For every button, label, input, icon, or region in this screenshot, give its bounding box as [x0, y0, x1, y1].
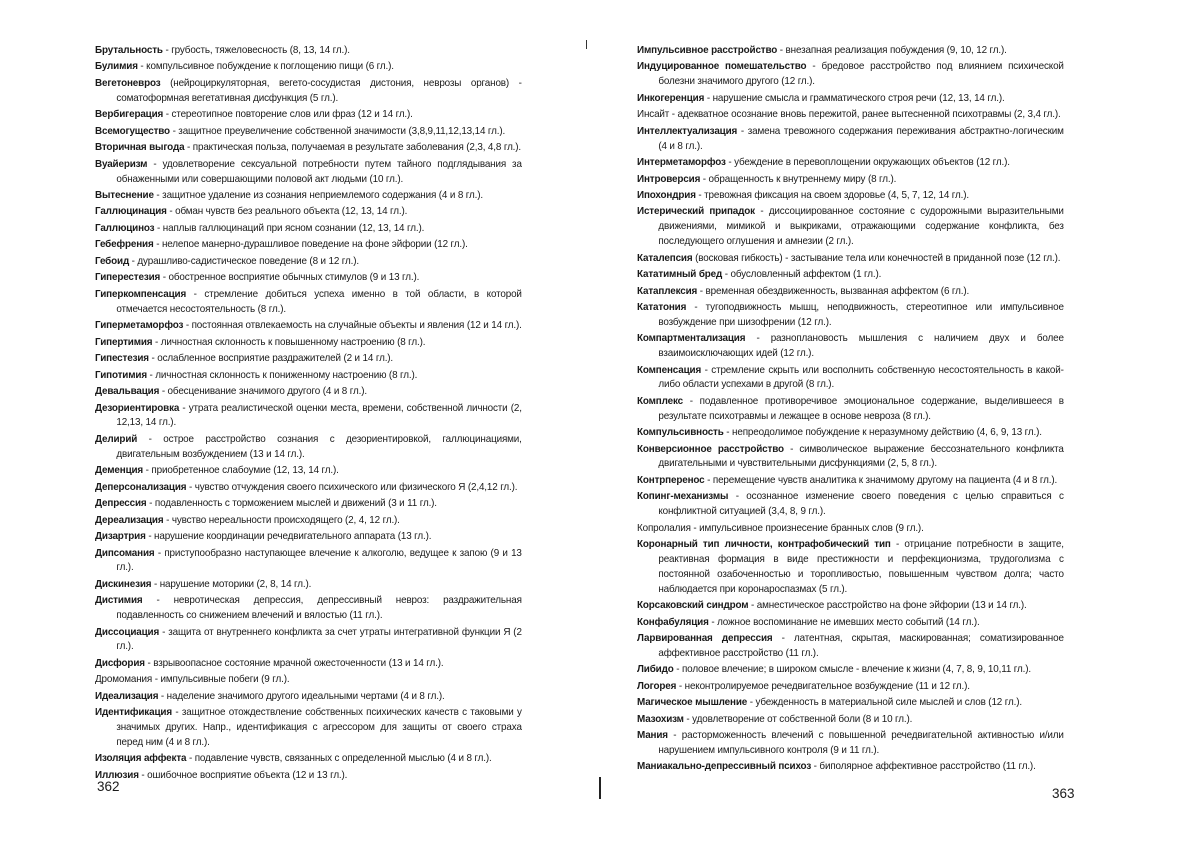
glossary-definition: - подавленное противоречивое эмоциональное содержание, выделившееся в результате психотравмы и лежащее в основе невроза (8 гл.).	[658, 395, 1064, 422]
glossary-entry	[637, 538, 1064, 597]
glossary-definition: - дурашливо-садистическое поведение (8 и 12 гл.).	[129, 255, 360, 267]
glossary-entry	[637, 189, 1064, 204]
glossary-definition: - личностная склонность к повышенному настроению (8 гл.).	[152, 336, 426, 348]
glossary-entry	[95, 336, 522, 351]
glossary-entry	[95, 594, 522, 624]
glossary-definition: - удовлетворение сексуальной потребности путем тайного подглядывания за обнаженными или совершающими половой акт людьми (10 гл.).	[116, 158, 522, 185]
glossary-definition: - внезапная реализация побуждения (9, 10, 12 гл.).	[777, 45, 1007, 56]
glossary-definition: - приступообразно наступающее влечение к алкоголю, ведущее к запою (9 и 13 гл.).	[116, 547, 522, 574]
glossary-entry	[637, 696, 1064, 711]
glossary-entry	[95, 385, 522, 400]
glossary-term: Мания	[637, 730, 668, 742]
glossary-entry	[637, 663, 1064, 678]
glossary-term: Импульсивное расстройство	[637, 45, 778, 56]
glossary-definition: - нарушение координации речедвигательного аппарата (13 гл.).	[145, 531, 432, 543]
glossary-term: Дисфория	[95, 657, 145, 669]
glossary-entry	[95, 255, 522, 270]
glossary-definition: (восковая гибкость) - застывание тела или конечностей в приданной позе (12 гл.).	[692, 252, 1061, 264]
glossary-entry	[637, 125, 1064, 155]
glossary-definition: Дромомания - импульсивные побеги (9 гл.).	[95, 674, 290, 686]
glossary-definition: - осознанное изменение своего поведения с целью справиться с конфликтной ситуацией (3,4, 8, 9 гл.).	[658, 491, 1064, 518]
glossary-entry	[95, 369, 522, 384]
glossary-definition: - компульсивное побуждение к поглощению пищи (6 гл.).	[137, 61, 394, 73]
glossary-definition: - перемещение чувств аналитика к значимому другому на пациента (4 и 8 гл.).	[704, 474, 1058, 486]
glossary-definition: - амнестическое расстройство на фоне эйфории (13 и 14 гл.).	[748, 600, 1027, 612]
glossary-entry	[95, 402, 522, 432]
glossary-term: Интроверсия	[637, 173, 701, 185]
glossary-entry	[637, 599, 1064, 614]
glossary-definition: - разноплановость мышления с наличием двух и более взаимоисключающих идей (12 гл.).	[658, 333, 1064, 360]
spine-mark-bottom	[599, 777, 601, 799]
glossary-entry	[637, 44, 1064, 59]
glossary-term: Комплекс	[637, 395, 684, 407]
glossary-definition: - личностная склонность к пониженному настроению (8 гл.).	[146, 369, 418, 381]
glossary-term: Гипертимия	[95, 336, 153, 348]
glossary-definition: - убежденность в материальной силе мыслей и слов (12 гл.).	[747, 697, 1022, 709]
spine-mark-top	[586, 40, 587, 49]
glossary-definition: - взрывоопасное состояние мрачной ожесточенности (13 и 14 гл.).	[144, 657, 444, 669]
glossary-entry	[95, 706, 522, 750]
glossary-definition: - наплыв галлюцинаций при ясном сознании (12, 13, 14 гл.).	[154, 222, 425, 234]
glossary-entry	[95, 352, 522, 367]
glossary-term: Гипотимия	[95, 369, 147, 381]
glossary-definition: - обесценивание значимого другого (4 и 8 гл.).	[159, 386, 367, 398]
glossary-term: Кататимный бред	[637, 269, 723, 281]
glossary-definition: - бредовое расстройство под влиянием психической болезни значимого другого (12 гл.).	[658, 61, 1064, 88]
glossary-definition: - ослабленное восприятие раздражителей (2 и 14 гл.).	[148, 353, 394, 365]
glossary-term: Изоляция аффекта	[95, 753, 187, 765]
glossary-term: Булимия	[95, 61, 138, 73]
page-number-right: 363	[1052, 786, 1075, 801]
glossary-term: Гиперестезия	[95, 272, 161, 284]
glossary-entry	[637, 680, 1064, 695]
glossary-definition: - чувство отчуждения своего психического или физического Я (2,4,12 гл.).	[186, 481, 518, 493]
glossary-term: Всемогущество	[95, 125, 170, 137]
glossary-entry	[95, 288, 522, 318]
glossary-term: Идентификация	[95, 707, 172, 719]
glossary-definition: - практическая польза, получаемая в результате заболевания (2,3, 4,8 гл.).	[184, 142, 522, 154]
glossary-entry	[95, 60, 522, 75]
glossary-definition: - обман чувств без реального объекта (12, 13, 14 гл.).	[166, 206, 408, 218]
glossary-definition: - защитное отождествление собственных психических качеств с таковыми у значимых других. Напр., идентификация с агрессором для защиты от своего страха перед ним (4 и 8 гл.).	[116, 707, 522, 748]
glossary-definition: - нелепое манерно-дурашливое поведение на фоне эйфории (12 гл.).	[153, 239, 468, 251]
glossary-entry	[95, 158, 522, 188]
glossary-definition: - отрицание потребности в защите, реактивная формация в виде престижности и перфекционизма, трудоголизма с постоянной озабоченностью и торопливостью, повышенным чувством долга; часто наблюдается при коронароспазмах (5 гл.).	[658, 539, 1064, 595]
glossary-entry	[637, 364, 1064, 394]
glossary-term: Маниакально-депрессивный психоз	[637, 761, 812, 773]
glossary-entry	[95, 108, 522, 123]
glossary-term: Либидо	[637, 664, 674, 676]
glossary-entry	[637, 156, 1064, 171]
glossary-term: Индуцированное помешательство	[637, 61, 807, 73]
glossary-definition: - тревожная фиксация на своем здоровье (4, 5, 7, 12, 14 гл.).	[695, 189, 970, 201]
glossary-entry	[637, 173, 1064, 188]
glossary-entry	[95, 77, 522, 107]
glossary-entry	[95, 626, 522, 656]
glossary-definition: - постоянная отвлекаемость на случайные объекты и явления (12 и 14 гл.).	[183, 320, 522, 332]
glossary-entry	[95, 222, 522, 237]
glossary-term: Интерметаморфоз	[637, 157, 726, 169]
glossary-term: Контрперенос	[637, 474, 705, 486]
glossary-term: Логорея	[637, 680, 677, 692]
glossary-entry	[637, 395, 1064, 425]
glossary-term: Дискинезия	[95, 578, 152, 590]
glossary-term: Магическое мышление	[637, 697, 748, 709]
glossary-entry	[95, 514, 522, 529]
glossary-entry	[637, 60, 1064, 90]
glossary-term: Копинг-механизмы	[637, 491, 729, 503]
glossary-entry	[637, 205, 1064, 249]
glossary-definition: (нейроциркуляторная, вегето-сосудистая дистония, неврозы органов) - соматоформная вегетативная дисфункция (5 гл.).	[116, 77, 522, 104]
glossary-entry	[95, 141, 522, 156]
glossary-term: Брутальность	[95, 45, 163, 56]
glossary-entry	[95, 189, 522, 204]
glossary-term: Депрессия	[95, 498, 147, 510]
glossary-definition: - стремление добиться успеха именно в той области, в которой отмечается несостоятельность (8 гл.).	[116, 288, 522, 315]
glossary-term: Деменция	[95, 465, 144, 477]
glossary-entry	[637, 632, 1064, 662]
glossary-term: Катаплексия	[637, 285, 698, 297]
glossary-term: Гипестезия	[95, 353, 149, 365]
glossary-definition: - нарушение моторики (2, 8, 14 гл.).	[151, 578, 312, 590]
glossary-definition: - стремление скрыть или восполнить собственную несостоятельность в какой-либо области успехами в другой (8 гл.).	[658, 364, 1064, 391]
glossary-definition: - обусловленный аффектом (1 гл.).	[722, 269, 882, 281]
glossary-definition: - половое влечение; в широком смысле - влечение к жизни (4, 7, 8, 9, 10,11 гл.).	[673, 664, 1031, 676]
glossary-term: Истерический припадок	[637, 206, 755, 218]
glossary-entry	[637, 490, 1064, 520]
glossary-entry	[637, 522, 1064, 537]
glossary-entry	[95, 578, 522, 593]
glossary-term: Диссоциация	[95, 626, 160, 638]
glossary-entry	[637, 616, 1064, 631]
glossary-definition: - стереотипное повторение слов или фраз (12 и 14 гл.).	[163, 109, 413, 121]
glossary-term: Галлюцинация	[95, 206, 167, 218]
glossary-definition: - латентная, скрытая, маскированная; соматизированное аффективное расстройство (11 гл.).	[658, 632, 1064, 659]
glossary-entry	[637, 443, 1064, 473]
glossary-entry	[95, 769, 522, 784]
glossary-entry	[95, 530, 522, 545]
glossary-definition: - подавленность с торможением мыслей и движений (3 и 11 гл.).	[146, 498, 437, 510]
glossary-definition: - наделение значимого другого идеальными чертами (4 и 8 гл.).	[158, 690, 445, 702]
page-number-left: 362	[97, 779, 120, 794]
glossary-term: Конверсионное расстройство	[637, 443, 784, 455]
glossary-term: Коронарный тип личности, контрафобический тип	[637, 539, 891, 551]
glossary-definition: - защитное преувеличение собственной значимости (3,8,9,11,12,13,14 гл.).	[169, 125, 506, 137]
glossary-definition: - расторможенность влечений с повышенной речедвигательной активностью и/или нарушением импульсивного контроля (9 и 11 гл.).	[658, 730, 1064, 756]
glossary-definition: - подавление чувств, связанных с определенной мыслью (4 и 8 гл.).	[186, 753, 492, 765]
glossary-term: Иллюзия	[95, 769, 139, 781]
glossary-definition: - символическое выражение бессознательного конфликта двигательными и чувствительными дисфункциями (2, 5, 8 гл.).	[658, 443, 1064, 470]
glossary-definition: Копролалия - импульсивное произнесение бранных слов (9 гл.).	[637, 522, 924, 534]
glossary-definition: Инсайт - адекватное осознание вновь пережитой, ранее вытесненной психотравмы (2, 3,4 гл.).	[637, 109, 1061, 121]
glossary-term: Галлюциноз	[95, 222, 155, 234]
glossary-entry	[95, 319, 522, 334]
glossary-entry	[95, 752, 522, 767]
glossary-entry	[95, 271, 522, 286]
glossary-term: Дистимия	[95, 595, 143, 607]
glossary-term: Вербигерация	[95, 109, 164, 121]
glossary-term: Дереализация	[95, 514, 164, 526]
glossary-definition: - утрата реалистической оценки места, времени, собственной личности (2, 12,13, 14 гл.).	[116, 402, 522, 429]
glossary-entry	[637, 474, 1064, 489]
glossary-term: Кататония	[637, 302, 687, 313]
glossary-entry	[95, 433, 522, 463]
glossary-term: Дезориентировка	[95, 402, 180, 414]
glossary-entry	[637, 332, 1064, 362]
glossary-definition: - диссоциированное состояние с судорожными выразительными движениями, мимикой и выкриками, отражающими содержание конфликта, без последующего оглушения и амнезии (2 гл.).	[658, 206, 1064, 248]
glossary-definition: - непреодолимое побуждение к неразумному действию (4, 6, 9, 13 гл.).	[723, 427, 1042, 439]
glossary-term: Мазохизм	[637, 713, 684, 725]
glossary-entry	[637, 301, 1064, 331]
glossary-definition: - неконтролируемое речедвигательное возбуждение (11 и 12 гл.).	[676, 680, 970, 692]
glossary-entry	[95, 481, 522, 496]
glossary-entry	[637, 268, 1064, 283]
glossary-entry	[95, 464, 522, 479]
glossary-definition: - временная обездвиженность, вызванная аффектом (6 гл.).	[697, 285, 970, 297]
glossary-term: Интеллектуализация	[637, 125, 738, 137]
glossary-term: Конфабуляция	[637, 616, 709, 628]
glossary-term: Вегетоневроз	[95, 77, 161, 89]
glossary-term: Дизартрия	[95, 531, 146, 543]
glossary-term: Гиперкомпенсация	[95, 288, 187, 300]
glossary-term: Ипохондрия	[637, 189, 696, 201]
glossary-entry	[637, 108, 1064, 123]
glossary-term: Гебоид	[95, 255, 130, 267]
glossary-entry	[95, 657, 522, 672]
glossary-definition: - грубость, тяжеловесность (8, 13, 14 гл.).	[162, 45, 350, 56]
glossary-definition: - защитное удаление из сознания неприемлемого содержания (4 и 8 гл.).	[153, 189, 484, 201]
glossary-term: Ларвированная депрессия	[637, 632, 773, 644]
glossary-definition: - тугоподвижность мышц, неподвижность, стереотипное или импульсивное возбуждение при шизофрении (12 гл.).	[658, 302, 1064, 328]
glossary-term: Каталепсия	[637, 252, 693, 264]
glossary-term: Гебефрения	[95, 239, 154, 251]
glossary-definition: - приобретенное слабоумие (12, 13, 14 гл.).	[143, 465, 339, 477]
glossary-entry	[637, 760, 1064, 775]
glossary-term: Вторичная выгода	[95, 142, 185, 154]
glossary-entry	[95, 673, 522, 688]
glossary-term: Дипсомания	[95, 547, 155, 559]
right-page	[637, 44, 1077, 777]
glossary-term: Корсаковский синдром	[637, 600, 749, 612]
glossary-entry	[637, 729, 1064, 759]
glossary-term: Гиперметаморфоз	[95, 320, 184, 332]
glossary-entry	[637, 92, 1064, 107]
glossary-definition: - биполярное аффективное расстройство (11 гл.).	[811, 761, 1036, 773]
glossary-term: Девальвация	[95, 386, 160, 398]
glossary-entry	[637, 252, 1064, 267]
glossary-definition: - ошибочное восприятие объекта (12 и 13 гл.).	[138, 769, 348, 781]
glossary-definition: - ложное воспоминание не имевших место событий (14 гл.).	[708, 616, 980, 628]
glossary-term: Идеализация	[95, 690, 159, 702]
glossary-definition: - защита от внутреннего конфликта за счет утраты интегративной функции Я (2 гл.).	[116, 626, 522, 653]
glossary-term: Делирий	[95, 433, 138, 445]
glossary-term: Деперсонализация	[95, 481, 187, 493]
glossary-term: Вытеснение	[95, 189, 154, 201]
glossary-definition: - острое расстройство сознания с дезориентировкой, галлюцинациями, двигательным возбуждением (13 и 14 гл.).	[116, 433, 522, 460]
glossary-entry	[95, 238, 522, 253]
glossary-definition: - обращенность к внутреннему миру (8 гл.).	[700, 173, 897, 185]
glossary-definition: - нарушение смысла и грамматического строя речи (12, 13, 14 гл.).	[704, 92, 1005, 104]
glossary-entry	[95, 497, 522, 512]
glossary-entry	[637, 285, 1064, 300]
glossary-entry	[95, 44, 522, 59]
left-page	[95, 44, 535, 785]
glossary-term: Компенсация	[637, 364, 702, 376]
glossary-entry	[95, 690, 522, 705]
glossary-definition: - чувство нереальности происходящего (2, 4, 12 гл.).	[163, 514, 400, 526]
glossary-term: Компульсивность	[637, 427, 724, 439]
glossary-definition: - обостренное восприятие обычных стимулов (9 и 13 гл.).	[160, 272, 420, 284]
glossary-term: Компартментализация	[637, 333, 746, 345]
glossary-entry	[95, 547, 522, 577]
glossary-term: Вуайеризм	[95, 158, 148, 170]
glossary-entry	[95, 205, 522, 220]
glossary-entry	[95, 125, 522, 140]
glossary-entry	[637, 713, 1064, 728]
glossary-definition: - убеждение в перевоплощении окружающих объектов (12 гл.).	[725, 157, 1010, 169]
glossary-term: Инкогеренция	[637, 92, 705, 104]
glossary-entry	[637, 426, 1064, 441]
glossary-definition: - невротическая депрессия, депрессивный невроз: раздражительная подавленность со снижением влечений и вялостью (11 гл.).	[116, 595, 522, 622]
glossary-definition: - замена тревожного содержания переживания абстрактно-логическим (4 и 8 гл.).	[658, 125, 1064, 152]
glossary-definition: - удовлетворение от собственной боли (8 и 10 гл.).	[683, 713, 913, 725]
